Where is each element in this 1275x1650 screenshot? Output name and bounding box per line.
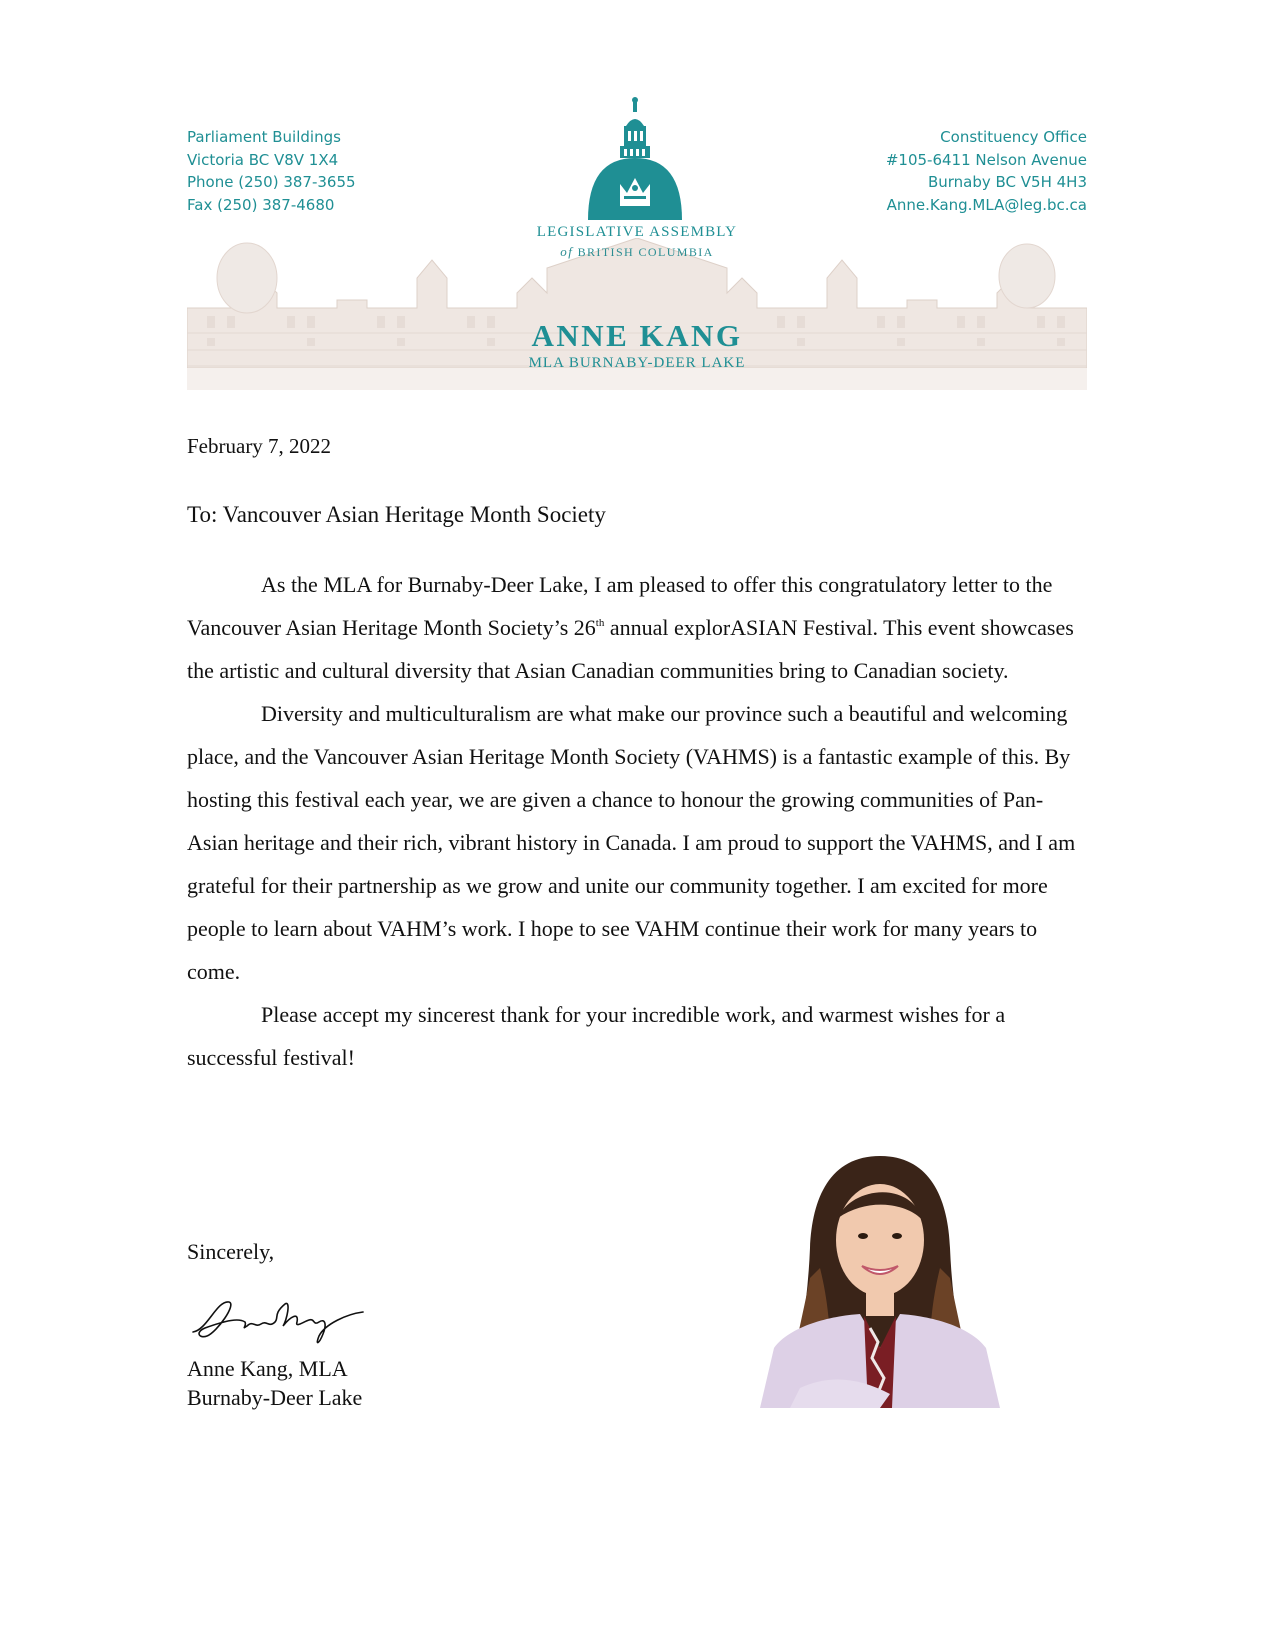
address-line: Parliament Buildings (187, 128, 341, 146)
ordinal-suffix: th (595, 617, 605, 629)
assembly-of: of (560, 244, 574, 259)
paragraph-1 (187, 563, 1087, 692)
address-line: #105-6411 Nelson Avenue (885, 150, 1087, 169)
constituency-address (886, 126, 1087, 216)
legislature-dome-logo (576, 96, 696, 224)
letter-body (187, 563, 1087, 1079)
mla-name-heading: ANNE KANG (531, 318, 743, 353)
signer-block (187, 1354, 362, 1412)
signer-riding: Burnaby-Deer Lake (187, 1385, 363, 1410)
email-address: Anne.Kang.MLA@leg.bc.ca (886, 195, 1087, 214)
mla-riding-subheading: MLA BURNABY-DEER LAKE (528, 355, 746, 371)
paragraph-text: As the MLA for Burnaby-Deer Lake, I am pleased to offer this congratulatory letter to the Vancouver Asian Heritage Month Society’s 26 (187, 572, 1053, 640)
letter-date: February 7, 2022 (187, 434, 332, 458)
assembly-province: BRITISH COLUMBIA (577, 245, 714, 259)
assembly-subtitle (487, 244, 787, 260)
parliament-address (187, 126, 356, 216)
assembly-title: LEGISLATIVE ASSEMBLY (536, 224, 738, 240)
mla-portrait-photo (760, 1148, 1000, 1408)
address-line: Victoria BC V8V 1X4 (187, 150, 339, 169)
letter-recipient: To: Vancouver Asian Heritage Month Society (187, 502, 606, 527)
signer-name: Anne Kang, MLA (187, 1356, 348, 1381)
address-line: Burnaby BC V5H 4H3 (927, 173, 1087, 191)
paragraph-3: Please accept my sincerest thank for your incredible work, and warmest wishes for a successful festival! (187, 1002, 1006, 1070)
paragraph-text: annual explorASIAN Festival. This event showcases the artistic and cultural diversity that Asian Canadian communities bring to Canadian society. (187, 615, 1074, 683)
paragraph-2: Diversity and multiculturalism are what make our province such a beautiful and welcoming place, and the Vancouver Asian Heritage Month Society (VAHMS) is a fantastic example of this. By hosting this festival each year, we are given a chance to honour the growing communities of Pan-Asian heritage and their rich, vibrant history in Canada. I am proud to support the VAHMS, and I am grateful for their partnership as we grow and unite our community together. I am excited for more people to learn about VAHM’s work. I hope to see VAHM continue their work for many years to come. (187, 701, 1076, 984)
address-line: Fax (250) 387-4680 (187, 195, 335, 214)
letter-closing: Sincerely, (187, 1239, 275, 1264)
address-line: Phone (250) 387-3655 (187, 173, 356, 191)
handwritten-signature (187, 1292, 367, 1352)
address-line: Constituency Office (940, 128, 1087, 146)
